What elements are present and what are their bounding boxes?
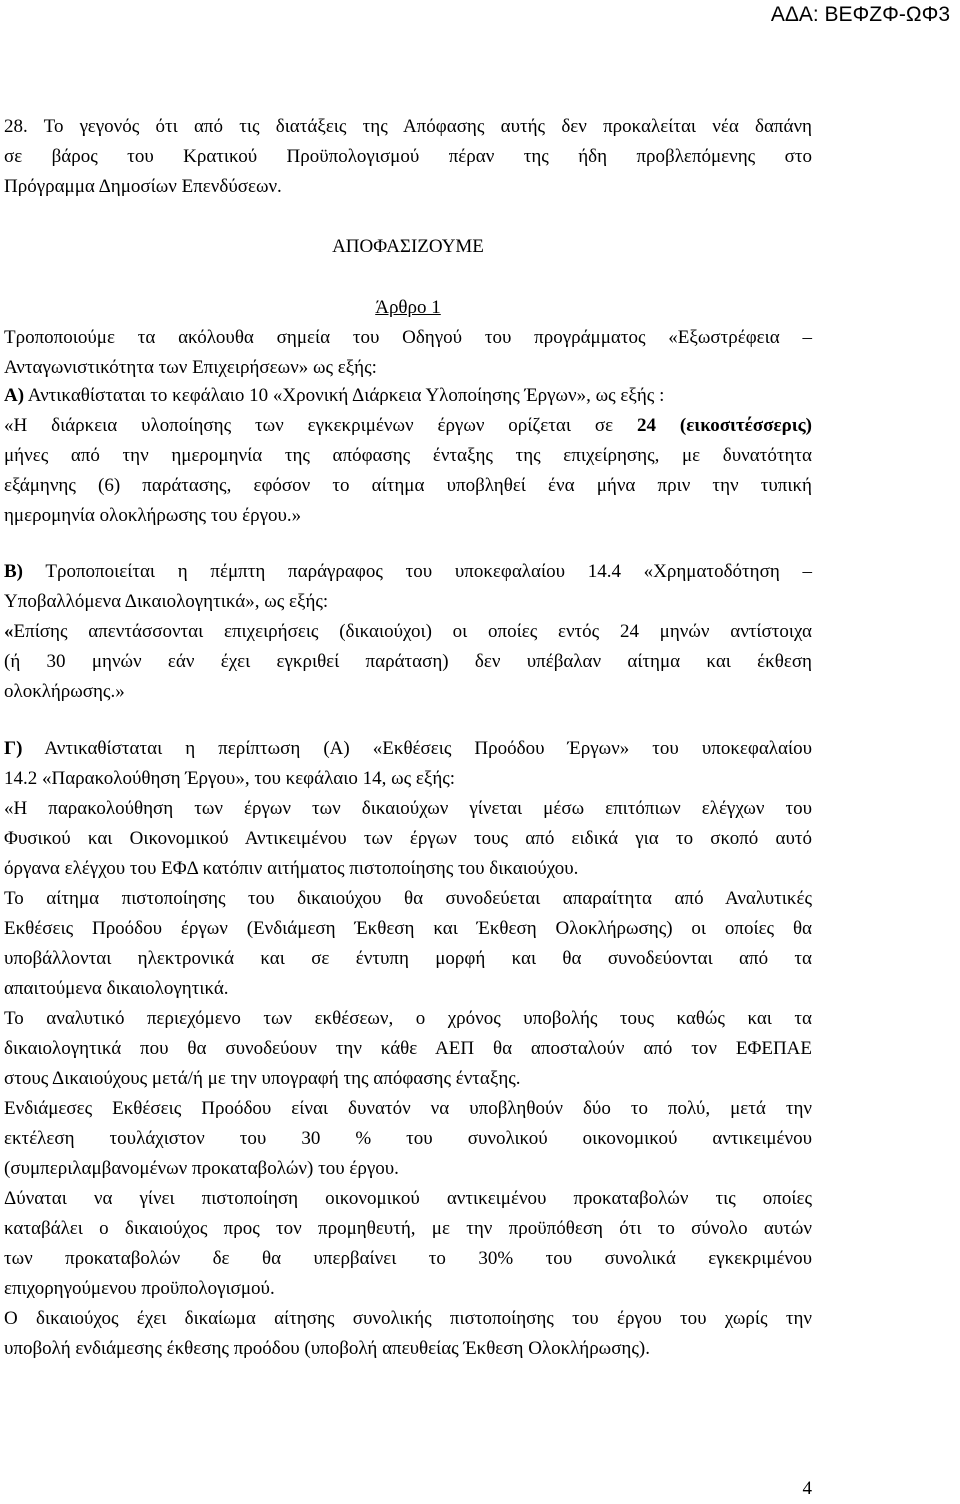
- article-heading: [4, 293, 812, 323]
- section-b: [4, 557, 812, 707]
- section-c-title-1: [4, 734, 812, 764]
- section-a-quote-3: εξάμηνης (6) παράτασης, εφόσον το αίτημα υποβληθεί ένα μήνα πριν την τυπική: [4, 475, 812, 496]
- c-p5-line-3: των προκαταβολών δε θα υπερβαίνει το 30% του συνολικά εγκεκριμένου: [4, 1248, 812, 1269]
- section-b-quote-2: (ή 30 μηνών εάν έχει εγκριθεί παράταση) δεν υπέβαλαν αίτημα και έκθεση: [4, 651, 812, 672]
- item-28-line-1: 28. Το γεγονός ότι από τις διατάξεις της Απόφασης αυτής δεν προκαλείται νέα δαπάνη: [4, 116, 812, 137]
- section-b-quote-1-text: Επίσης απεντάσσονται επιχειρήσεις (δικαιούχοι) οι οποίες εντός 24 μηνών αντίστοιχα: [13, 621, 812, 642]
- c-p4-line-3: (συμπεριλαμβανομένων προκαταβολών) του έργου.: [4, 1158, 399, 1179]
- section-b-mark: Β): [4, 561, 23, 582]
- c-p6-line-2: υποβολή ενδιάμεσης έκθεσης προόδου (υποβολή απευθείας Έκθεση Ολοκλήρωσης).: [4, 1338, 650, 1359]
- section-c-mark: Γ): [4, 738, 23, 759]
- c-p1-line-3: όργανα ελέγχου του ΕΦΔ κατόπιν αιτήματος πιστοποίησης του δικαιούχου.: [4, 858, 579, 879]
- item-28: [4, 112, 812, 202]
- c-p6-line-1: Ο δικαιούχος έχει δικαίωμα αίτησης συνολικής πιστοποίησης του έργου του χωρίς την: [4, 1308, 812, 1329]
- c-p3-line-3: στους Δικαιούχους μετά/ή με την υπογραφή της απόφασης ένταξης.: [4, 1068, 521, 1089]
- section-c-title-1-text: Αντικαθίσταται η περίπτωση (Α) «Εκθέσεις Προόδου Έργων» του υποκεφαλαίου: [22, 738, 812, 759]
- section-b-title-2: Υποβαλλόμενα Δικαιολογητικά», ως εξής:: [4, 591, 329, 612]
- section-b-quote-1: [4, 617, 812, 647]
- intro-line-2: Ανταγωνιστικότητα των Επιχειρήσεων» ως εξής:: [4, 357, 377, 378]
- section-a-quote-1-text: «Η διάρκεια υλοποίησης των εγκεκριμένων έργων ορίζεται σε: [4, 415, 637, 436]
- intro-paragraph: [4, 323, 812, 383]
- section-a-quote-4: ημερομηνία ολοκλήρωσης του έργου.»: [4, 505, 302, 526]
- section-c-title-2: 14.2 «Παρακολούθηση Έργου», του κεφάλαιο 14, ως εξής:: [4, 768, 456, 789]
- c-p3-line-1: Το αναλυτικό περιεχόμενο των εκθέσεων, ο χρόνος υποβολής τους καθώς και τα: [4, 1008, 812, 1029]
- c-p2-line-4: απαιτούμενα δικαιολογητικά.: [4, 978, 229, 999]
- section-a-duration: 24 (εικοσιτέσσερις): [636, 415, 812, 436]
- c-p2-line-2: Εκθέσεις Προόδου έργων (Ενδιάμεση Έκθεση και Έκθεση Ολοκλήρωσης) οι οποίες θα: [4, 918, 812, 939]
- section-a-title: [4, 381, 812, 411]
- section-a-mark: Α): [4, 385, 25, 406]
- decision-heading: ΑΠΟΦΑΣΙΖΟΥΜΕ: [332, 236, 484, 257]
- section-b-quote-3: ολοκλήρωσης.»: [4, 681, 125, 702]
- c-p5-line-1: Δύναται να γίνει πιστοποίηση οικονομικού αντικειμένου προκαταβολών τις οποίες: [4, 1188, 812, 1209]
- item-28-line-3: Πρόγραμμα Δημοσίων Επενδύσεων.: [4, 176, 282, 197]
- c-p3-line-2: δικαιολογητικά που θα συνοδεύουν την κάθε ΑΕΠ θα αποσταλούν από τον ΕΦΕΠΑΕ: [4, 1038, 812, 1059]
- section-b-title-1-text: Τροποποιείται η πέμπτη παράγραφος του υποκεφαλαίου 14.4 «Χρηματοδότηση –: [23, 561, 812, 582]
- section-b-quote-open: «: [4, 621, 14, 642]
- c-p1-line-2: Φυσικού και Οικονομικού Αντικειμένου των έργων τους από ειδικά για το σκοπό αυτό: [4, 828, 812, 849]
- section-a: [4, 381, 812, 531]
- section-a-quote-1: [4, 411, 812, 441]
- section-a-text: Αντικαθίσταται το κεφάλαιο 10 «Χρονική Διάρκεια Υλοποίησης Έργων», ως εξής :: [24, 385, 665, 406]
- section-c: [4, 734, 812, 1364]
- ada-header: ΑΔΑ: ΒΕΦΖΦ-ΩΦ3: [770, 3, 950, 26]
- c-p5-line-2: καταβάλει ο δικαιούχος προς τον προμηθευτή, με την προϋπόθεση ότι το σύνολο αυτών: [4, 1218, 812, 1239]
- article-title: Άρθρο 1: [375, 297, 441, 318]
- intro-line-1: Τροποποιούμε τα ακόλουθα σημεία του Οδηγού του προγράμματος «Εξωστρέφεια –: [4, 327, 812, 348]
- page-number: 4: [802, 1478, 812, 1499]
- c-p4-line-2: εκτέλεση τουλάχιστον του 30 % του συνολικού οικονομικού αντικειμένου: [4, 1128, 812, 1149]
- c-p4-line-1: Ενδιάμεσες Εκθέσεις Προόδου είναι δυνατόν να υποβληθούν δύο το πολύ, μετά την: [4, 1098, 812, 1119]
- c-p2-line-3: υποβάλλονται ηλεκτρονικά και σε έντυπη μορφή και θα συνοδεύονται από τα: [4, 948, 812, 969]
- section-b-title-1: [4, 557, 812, 587]
- item-28-line-2: σε βάρος του Κρατικού Προϋπολογισμού πέραν της ήδη προβλεπόμενης στο: [4, 146, 812, 167]
- section-a-quote-2: μήνες από την ημερομηνία της απόφασης ένταξης της επιχείρησης, με δυνατότητα: [4, 445, 812, 466]
- c-p1-line-1: «Η παρακολούθηση των έργων των δικαιούχων γίνεται μέσω επιτόπιων ελέγχων του: [4, 798, 812, 819]
- c-p5-line-4: επιχορηγούμενου προϋπολογισμού.: [4, 1278, 275, 1299]
- c-p2-line-1: Το αίτημα πιστοποίησης του δικαιούχου θα συνοδεύεται απαραίτητα από Αναλυτικές: [4, 888, 812, 909]
